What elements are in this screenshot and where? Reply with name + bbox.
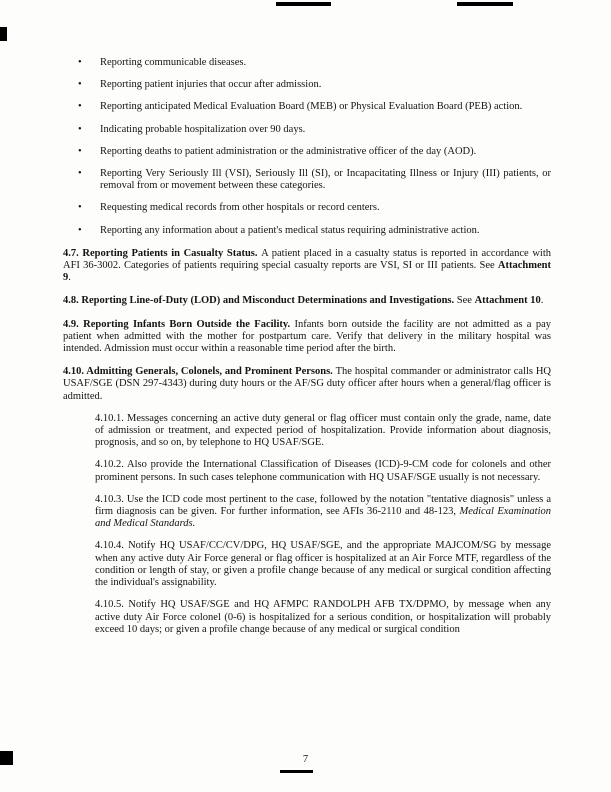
- paragraph-4-10-4: [95, 540, 551, 589]
- page-body: [63, 57, 551, 636]
- text-run: A patient placed in a casualty status is reported in accordance with AFI 36-3002. Categories of patients requiring special casualty reports are VSI, SI or III patients. See: [63, 247, 551, 272]
- bullet-icon: •: [78, 224, 82, 236]
- bullet-icon: •: [78, 79, 82, 91]
- text-run: .: [540, 295, 544, 307]
- list-item: [63, 146, 551, 158]
- bullet-icon: •: [78, 145, 82, 157]
- list-item: [63, 57, 551, 69]
- list-item: [63, 101, 551, 113]
- bullet-list: [63, 57, 551, 237]
- paragraph-4-7: [63, 248, 551, 285]
- text-run: Medical Examination and Medical Standards.: [95, 506, 551, 530]
- list-item-text: Reporting deaths to patient administration or the administrative officer of the day (AOD).: [100, 145, 477, 157]
- text-run: 4.10. Admitting Generals, Colonels, and Prominent Persons.: [63, 366, 336, 378]
- text-run: The hospital commander or administrator calls HQ USAF/SGE (DSN 297-4343) during duty hours or the AF/SG duty officer after hours when a general/flag officer is admitted.: [63, 366, 552, 402]
- list-item-text: Requesting medical records from other hospitals or record centers.: [100, 202, 380, 214]
- list-item-text: Reporting any information about a patient's medical status requiring administrative action.: [100, 224, 480, 236]
- text-run: 4.10.4. Notify HQ USAF/CC/CV/DPG, HQ USAF/SGE, and the appropriate MAJCOM/SG by message when any active duty Air Force general or flag officer is hospitalized at an Air Force MTF, regardless of the condition or length of stay, or given a profile change because of any medical or surgical condition affecting the individual's assignability.: [95, 540, 551, 589]
- text-run: Attachment 9: [63, 260, 551, 284]
- list-item-text: Reporting patient injuries that occur after admission.: [100, 79, 322, 91]
- text-run: 4.10.1. Messages concerning an active duty general or flag officer must contain only the grade, name, date of admission or treatment, and expected period of hospitalization. Provide information about diagnosis, prognosis, and so on, by telephone to HQ USAF/SGE.: [95, 412, 551, 449]
- text-run: See: [456, 295, 475, 307]
- paragraph-4-10-2: [95, 459, 551, 483]
- list-item: [63, 225, 551, 237]
- text-run: 4.10.3. Use the ICD code most pertinent to the case, followed by the notation "tentative diagnosis" unless a firm diagnosis can be given. For further information, see AFIs 36-2110 and 48-123,: [95, 493, 551, 518]
- text-run: Attachment 10: [474, 295, 541, 307]
- list-item-text: Indicating probable hospitalization over 90 days.: [100, 123, 306, 135]
- text-run: 4.9. Reporting Infants Born Outside the Facility.: [63, 318, 295, 330]
- text-run: 4.8. Reporting Line-of-Duty (LOD) and Misconduct Determinations and Investigations.: [63, 295, 457, 307]
- bullet-icon: •: [78, 57, 82, 68]
- scan-mark-under-footer: [280, 770, 313, 773]
- bullet-icon: •: [78, 101, 82, 113]
- text-run: 4.10.2. Also provide the International Classification of Diseases (ICD)-9-CM code for colonels and other prominent persons. In such cases telephone communication with HQ USAF/SGE usually is not necessary.: [95, 459, 551, 483]
- list-item: [63, 202, 551, 214]
- text-run: 4.10.5. Notify HQ USAF/SGE and HQ AFMPC RANDOLPH AFB TX/DPMO, by message when any active duty Air Force colonel (0-6) is hospitalized for a serious condition, or hospitalization will probably exceed 10 days; or given a profile change because of any medical or surgical condition: [95, 599, 551, 635]
- scan-mark-left-edge: [0, 27, 7, 41]
- paragraph-4-10-5: [95, 599, 551, 636]
- paragraph-4-8: [63, 295, 551, 307]
- bullet-icon: •: [78, 123, 82, 135]
- list-item: [63, 79, 551, 91]
- text-run: .: [68, 272, 71, 284]
- paragraph-4-10: [63, 366, 551, 403]
- list-item: [63, 168, 551, 192]
- scan-mark-top-left: [276, 2, 331, 6]
- list-item-text: Reporting anticipated Medical Evaluation Board (MEB) or Physical Evaluation Board (PEB) action.: [100, 101, 523, 113]
- text-run: 4.7. Reporting Patients in Casualty Status.: [63, 247, 262, 259]
- list-item-text: Reporting Very Seriously Ill (VSI), Seriously Ill (SI), or Incapacitating Illness or Injury (III) patients, or removal from or movement between these categories.: [100, 168, 551, 192]
- text-run: Infants born outside the facility are not admitted as a pay patient when admitted with the mother for postpartum care. Verify that delivery in the military hospital was intended. Admission must occur within a reasonable time period after the birth.: [63, 318, 551, 355]
- paragraph-4-9: [63, 319, 551, 356]
- list-item-text: Reporting communicable diseases.: [100, 57, 247, 68]
- scan-mark-top-right: [457, 2, 513, 6]
- list-item: [63, 124, 551, 136]
- paragraph-4-10-1: [95, 413, 551, 450]
- bullet-icon: •: [78, 202, 82, 214]
- paragraph-4-10-3: [95, 494, 551, 531]
- page-number: 7: [302, 753, 309, 765]
- bullet-icon: •: [78, 168, 82, 180]
